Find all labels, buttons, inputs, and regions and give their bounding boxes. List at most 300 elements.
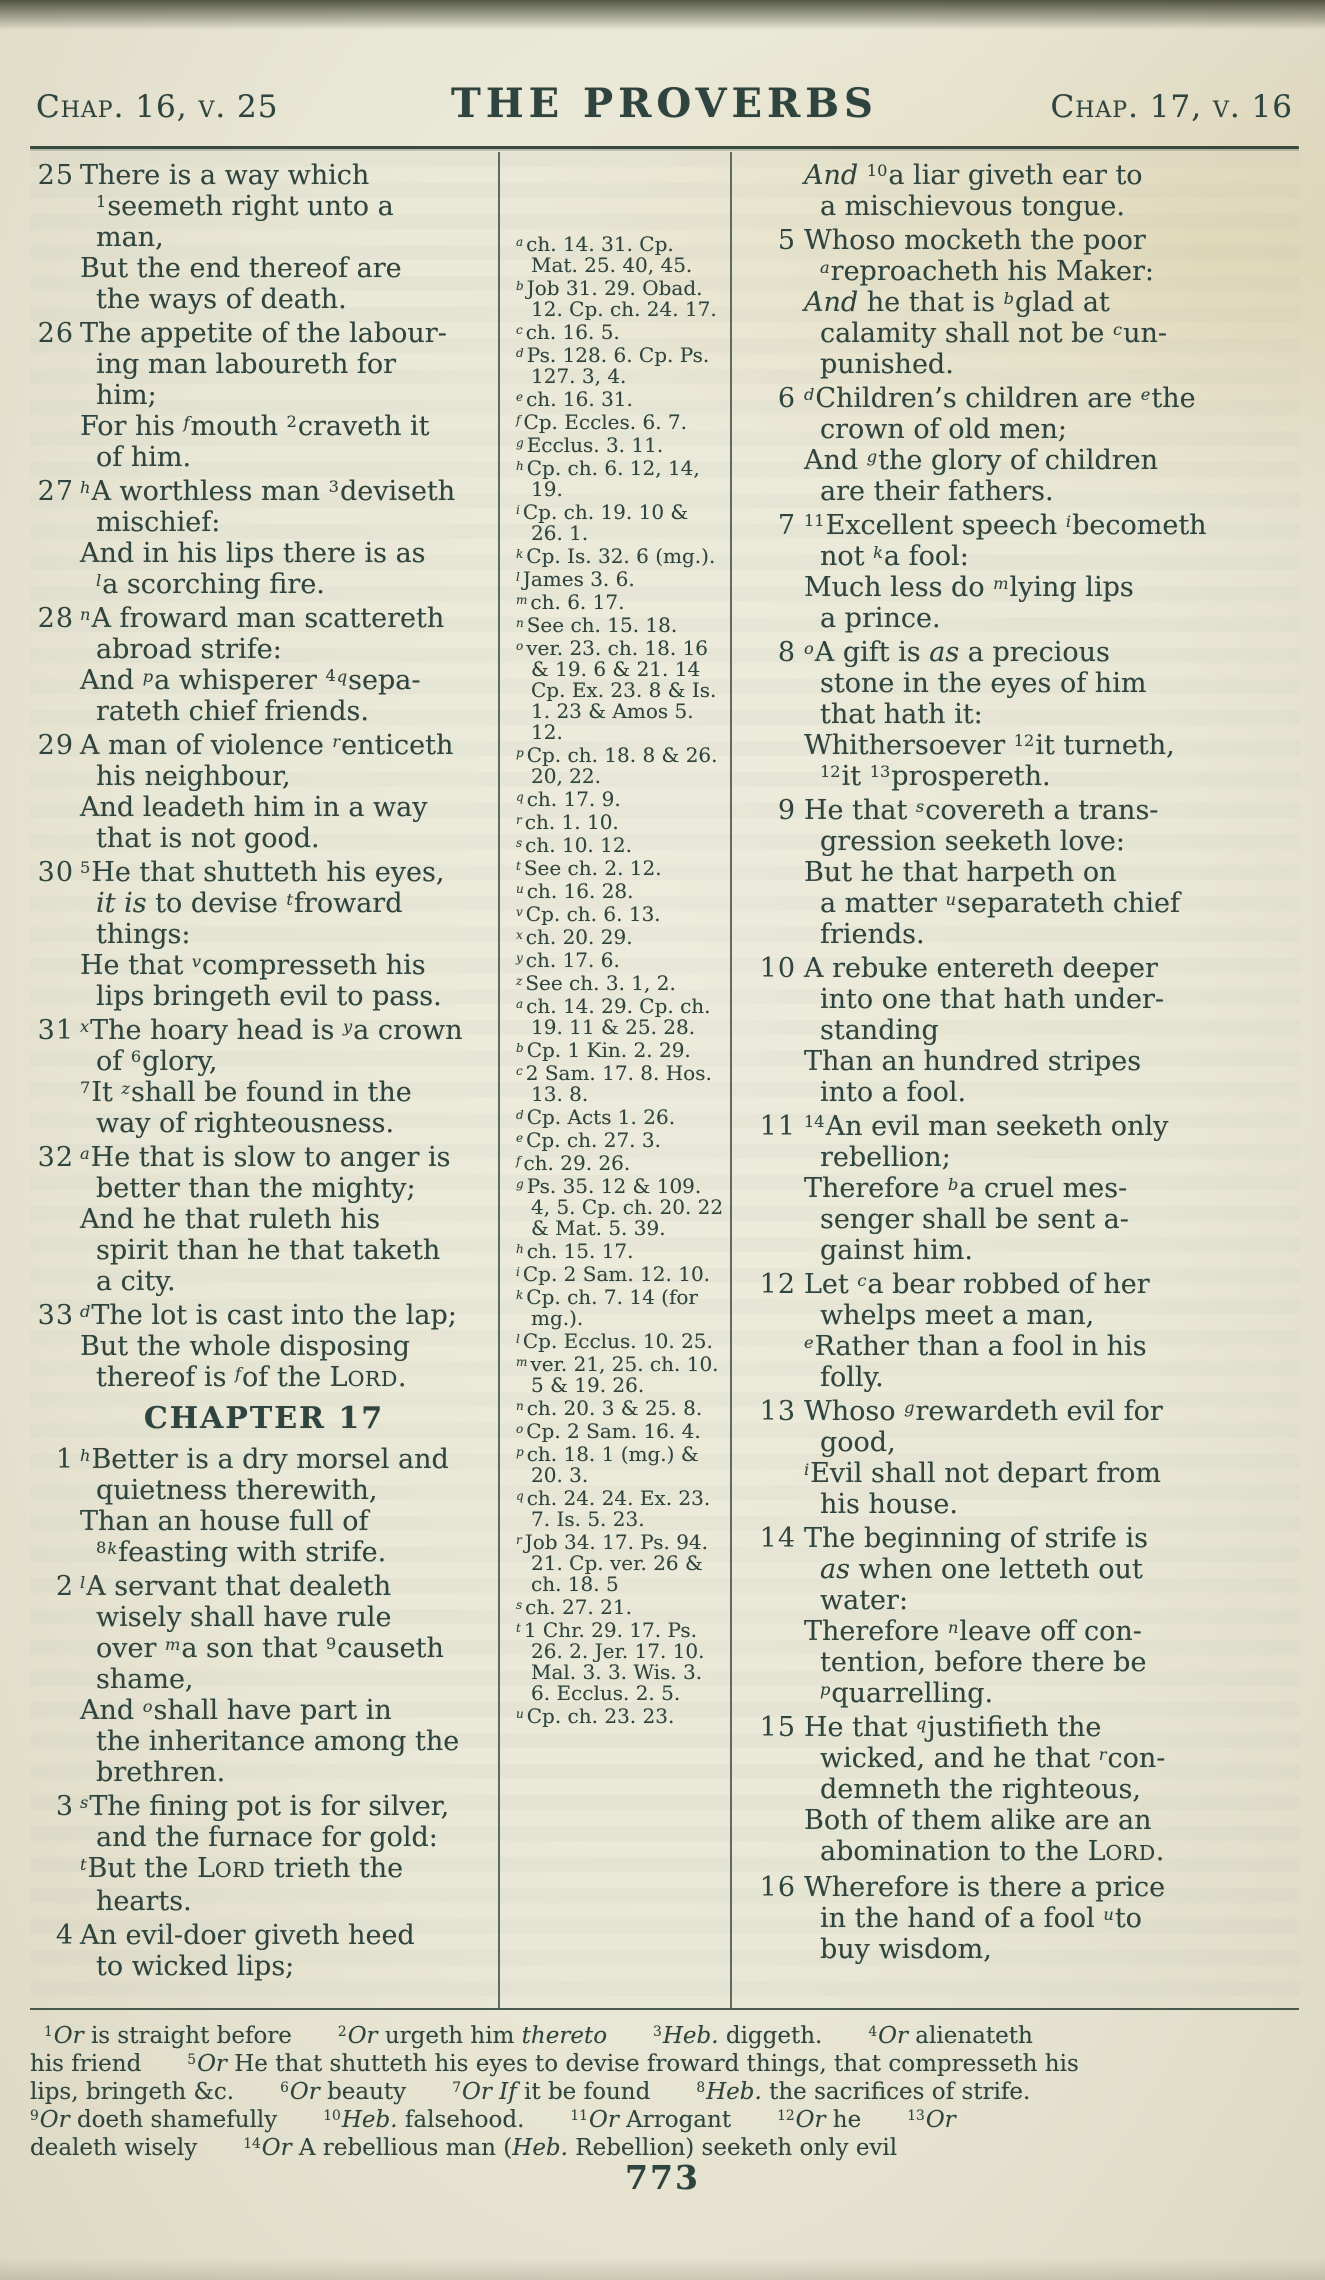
reference-entry: $^y$ ch. 17. 6.: [516, 948, 620, 972]
verse-line: And $^g$the glory of children: [804, 445, 1159, 476]
reference-entry: $^d$ Cp. Acts 1. 26.: [516, 1105, 676, 1129]
verse: [30, 1015, 498, 1139]
cross-reference-letter: i: [804, 1460, 810, 1480]
verse-line: And in his lips there is as: [80, 538, 426, 569]
italic-text: Heb.: [662, 2023, 719, 2049]
verse-line: $^t$But the LORD trieth the: [80, 1853, 404, 1884]
italic-text: Or: [289, 2079, 320, 2105]
cross-reference-letter: p: [142, 667, 154, 687]
verse-number: 2: [55, 1571, 74, 1602]
reference-letter: n: [516, 615, 524, 630]
verse: [746, 953, 1300, 1108]
reference-entry: $^m$ ver. 21, 25. ch. 10. 5 & 19. 26.: [516, 1352, 719, 1397]
verse-number: 14: [759, 1523, 796, 1554]
verse-line: $^{14}$An evil man seeketh only: [804, 1111, 1169, 1142]
verse-line: He that $^s$covereth a trans-: [804, 795, 1159, 826]
reference-entry: $^p$ Cp. ch. 18. 8 & 26. 20, 22.: [516, 743, 718, 788]
verse-line: spirit than he that taketh: [96, 1235, 441, 1266]
verse-number: 31: [37, 1015, 74, 1046]
verse-line: Whoso $^g$rewardeth evil for: [804, 1396, 1163, 1427]
verse: [30, 476, 498, 600]
reference-entry: $^v$ Cp. ch. 6. 13.: [516, 902, 661, 926]
italic-text: thereto: [521, 2023, 608, 2049]
verse: [30, 1300, 498, 1395]
italic-text: Or: [347, 2023, 378, 2049]
footnote-marker: 5: [187, 2052, 197, 2069]
cross-reference-letter: f: [235, 1364, 242, 1384]
reference-letter: p: [516, 745, 524, 760]
reference-entry: $^p$ ch. 18. 1 (mg.) & 20. 3.: [516, 1442, 699, 1487]
reference-entry: $^z$ See ch. 3. 1, 2.: [516, 971, 676, 995]
cross-reference-letter: s: [915, 797, 925, 817]
verse-number: 4: [55, 1920, 74, 1951]
verse: [746, 160, 1300, 222]
reference-letter: m: [516, 1354, 528, 1369]
cross-reference-letter: l: [96, 571, 102, 591]
verse-line: of him.: [96, 442, 192, 473]
verse-line: Whithersoever $^{12}$it turneth,: [804, 730, 1175, 761]
cross-reference-letter: u: [945, 890, 956, 910]
verse-number: 16: [759, 1872, 796, 1903]
verse-line: $^x$The hoary head is $^y$a crown: [80, 1015, 463, 1046]
footnote-marker: 8: [96, 1538, 107, 1558]
verse-line: shame,: [96, 1664, 194, 1695]
cross-reference-letter: d: [804, 385, 815, 405]
verse-line: The appetite of the labour-: [80, 318, 447, 349]
reference-entry: $^b$ Job 31. 29. Obad. 12. Cp. ch. 24. 17.: [516, 276, 717, 321]
cross-reference-letter: t: [286, 890, 293, 910]
header-chapter-right: Chap. 17, v. 16: [1050, 89, 1293, 125]
cross-reference-letter: g: [904, 1398, 915, 1418]
verse-line: friends.: [820, 919, 925, 950]
reference-entry: $^c$ 2 Sam. 17. 8. Hos. 13. 8.: [516, 1061, 712, 1106]
reference-letter: t: [516, 858, 521, 873]
verse: [30, 857, 498, 1012]
italic-text: as: [929, 637, 960, 668]
verse-line: For his $^f$mouth $^2$craveth it: [80, 411, 430, 442]
cross-reference-letter: m: [993, 574, 1009, 594]
divine-name-smallcaps: ORD: [214, 1858, 266, 1882]
verse-line: his neighbour,: [96, 761, 291, 792]
verse-line: way of righteousness.: [96, 1108, 395, 1139]
left-text-column: [30, 152, 498, 2008]
reference-entry: $^l$ Cp. Ecclus. 10. 25.: [516, 1329, 713, 1353]
footnote-marker: 14: [804, 1112, 825, 1132]
footnote-marker: 13: [907, 2108, 925, 2125]
reference-letter: h: [516, 1241, 524, 1256]
reference-entry: $^f$ Cp. Eccles. 6. 7.: [516, 410, 688, 434]
verse-line: quietness therewith,: [96, 1475, 378, 1506]
reference-entry: $^s$ ch. 27. 21.: [516, 1595, 632, 1619]
cross-reference-letter: u: [1103, 1905, 1114, 1925]
verse-line: to wicked lips;: [96, 1951, 295, 1982]
verse-line: man,: [96, 222, 164, 253]
divine-name: LORD: [329, 1362, 398, 1393]
italic-text: Or: [925, 2107, 956, 2133]
verse-line: But the whole disposing: [80, 1331, 410, 1362]
page-number: 773: [625, 2158, 700, 2197]
verse-line: lips bringeth evil to pass.: [96, 981, 442, 1012]
reference-entry: $^k$ Cp. Is. 32. 6 (mg.).: [516, 544, 716, 568]
text-columns: [30, 152, 1300, 2008]
reference-letter: g: [516, 435, 524, 450]
verse-line: A man of violence $^r$enticeth: [80, 730, 454, 761]
cross-reference-column: [500, 152, 730, 2008]
verse: [30, 603, 498, 727]
verse-line: the inheritance among the: [96, 1726, 460, 1757]
verse-line: There is a way which: [80, 160, 370, 191]
reference-letter: q: [516, 1488, 524, 1503]
verse-number: 6: [777, 383, 796, 414]
cross-reference-letter: i: [1065, 512, 1072, 532]
verse-line: hearts.: [96, 1886, 192, 1917]
verse-number: 29: [37, 730, 74, 761]
footnotes: [30, 2022, 1297, 2162]
footnote-marker: 12: [777, 2108, 795, 2125]
verse: [746, 1523, 1300, 1709]
reference-entry: $^n$ ch. 20. 3 & 25. 8.: [516, 1396, 703, 1420]
verse-number: 15: [759, 1712, 796, 1743]
reference-letter: c: [516, 322, 523, 337]
verse-line: brethren.: [96, 1757, 226, 1788]
verse-line: $^{11}$Excellent speech $^i$becometh: [804, 510, 1207, 541]
header-rule: [30, 146, 1299, 149]
cross-reference-letter: q: [915, 1714, 927, 1734]
cross-reference-letter: o: [804, 639, 814, 659]
verse-line: that hath it:: [820, 699, 983, 730]
reference-letter: c: [516, 1063, 523, 1078]
reference-letter: i: [516, 502, 520, 517]
verse-line: good,: [820, 1427, 896, 1458]
reference-letter: l: [516, 569, 520, 584]
verse-number: 9: [777, 795, 796, 826]
reference-entry: $^c$ ch. 16. 5.: [516, 320, 620, 344]
verse-line: gression seeketh love:: [820, 826, 1125, 857]
reference-letter: i: [516, 1264, 520, 1279]
footnote-marker: 8: [696, 2080, 706, 2097]
reference-letter: d: [516, 345, 524, 360]
right-text-column: [732, 152, 1300, 2008]
verse-line: wicked, and he that $^r$con-: [820, 1743, 1166, 1774]
cross-reference-letter: y: [343, 1017, 353, 1037]
cross-reference-letter: e: [804, 1333, 814, 1353]
verse: [30, 1791, 498, 1917]
verse: [30, 1444, 498, 1568]
verse-number: 3: [55, 1791, 74, 1822]
cross-reference-letter: k: [107, 1539, 118, 1559]
verse: [746, 510, 1300, 634]
verse: [746, 795, 1300, 950]
reference-entry: $^n$ See ch. 15. 18.: [516, 613, 678, 637]
verse-line: And $^o$shall have part in: [80, 1695, 392, 1726]
cross-reference-letter: f: [183, 413, 190, 433]
verse: [30, 318, 498, 473]
verse-line: $^{12}$it $^{13}$prospereth.: [820, 761, 1051, 792]
italic-text: And: [804, 287, 859, 318]
verse: [30, 1920, 498, 1982]
cross-reference-letter: c: [1113, 320, 1123, 340]
verse-line: Whoso mocketh the poor: [804, 225, 1146, 256]
footnote-marker: 2: [286, 412, 297, 432]
italic-text: Heb.: [512, 2135, 568, 2161]
verse-line: $^5$He that shutteth his eyes,: [80, 857, 445, 888]
verse-line: mischief:: [96, 507, 221, 538]
verse-line: $^h$A worthless man $^3$deviseth: [80, 476, 456, 507]
reference-letter: g: [516, 1176, 524, 1191]
verse-line: $^e$Rather than a fool in his: [804, 1331, 1147, 1362]
cross-reference-letter: q: [336, 667, 348, 687]
cross-reference-letter: g: [866, 447, 878, 467]
reference-entry: $^o$ Cp. 2 Sam. 16. 4.: [516, 1419, 701, 1443]
footnote-marker: 1: [44, 2024, 53, 2041]
reference-letter: d: [516, 1107, 524, 1122]
verse-number: 10: [759, 953, 796, 984]
italic-text: Or If: [461, 2079, 517, 2105]
verse-line: $^i$Evil shall not depart from: [804, 1458, 1162, 1489]
verse-line: $^o$A gift is as a precious: [804, 637, 1110, 668]
divine-name-smallcaps: ORD: [1105, 1841, 1156, 1865]
reference-entry: $^l$ James 3. 6.: [516, 567, 635, 591]
verse-number: 28: [37, 603, 74, 634]
reference-letter: a: [516, 996, 524, 1011]
reference-letter: b: [516, 278, 524, 293]
verse-number: 26: [37, 318, 74, 349]
verse-line: things:: [96, 919, 191, 950]
reference-letter: z: [516, 973, 523, 988]
verse-line: And $^p$a whisperer $^{4q}$sepa-: [80, 665, 421, 696]
verse-line: water:: [820, 1585, 909, 1616]
italic-text: Heb.: [706, 2079, 762, 2105]
reference-letter: u: [516, 881, 524, 896]
reference-letter: t: [516, 1620, 521, 1635]
verse: [30, 730, 498, 854]
footnote-marker: 11: [570, 2108, 588, 2125]
verse-line: $^d$Children’s children are $^e$the: [804, 383, 1196, 414]
reference-entry: $^e$ ch. 16. 31.: [516, 387, 633, 411]
verse-line: his house.: [820, 1489, 958, 1520]
footnote-marker: 11: [804, 511, 825, 531]
verse: [30, 1571, 498, 1788]
footnote-marker: 13: [869, 762, 891, 782]
reference-entry: $^s$ ch. 10. 12.: [516, 833, 632, 857]
cross-reference-letter: a: [820, 258, 830, 278]
cross-reference-letter: b: [1003, 289, 1014, 309]
reference-letter: n: [516, 1398, 524, 1413]
reference-entry: $^u$ Cp. ch. 23. 23.: [516, 1704, 675, 1728]
italic-text: Or: [197, 2051, 227, 2077]
footnote-marker: 3: [328, 477, 339, 497]
footnote-marker: 6: [280, 2080, 289, 2097]
verse: [746, 1712, 1300, 1869]
cross-reference-letter: d: [80, 1302, 91, 1322]
italic-text: Or: [53, 2023, 84, 2049]
reference-entry: $^q$ ch. 17. 9.: [516, 787, 621, 811]
verse-line: punished.: [820, 349, 954, 380]
reference-letter: o: [516, 1421, 524, 1436]
verse: [746, 1269, 1300, 1393]
verse-line: rebellion;: [820, 1142, 951, 1173]
cross-reference-letter: b: [947, 1175, 959, 1195]
verse: [30, 160, 498, 315]
footnote-marker: 6: [130, 1047, 142, 1067]
footnote-marker: 12: [820, 762, 841, 782]
reference-entry: $^r$ Job 34. 17. Ps. 94. 21. Cp. ver. 26 & ch. 18. 5: [516, 1530, 709, 1596]
reference-letter: k: [516, 546, 524, 561]
reference-letter: k: [516, 1287, 524, 1302]
verse-line: into one that hath under-: [820, 984, 1165, 1015]
verse-line: it is to devise $^t$froward: [96, 888, 403, 919]
reference-entry: $^h$ ch. 15. 17.: [516, 1239, 634, 1263]
chapter-heading: CHAPTER 17: [143, 1401, 385, 1436]
verse-number: 25: [37, 160, 74, 191]
footnote-line: lips, bringeth &c. $^6$Or beauty $^7$Or If it be found $^8$Heb. the sacrifices of strife.: [30, 2079, 1031, 2105]
reference-entry: $^t$ See ch. 2. 12.: [516, 856, 662, 880]
reference-entry: $^g$ Ecclus. 3. 11.: [516, 433, 664, 457]
italic-text: Or: [878, 2023, 908, 2049]
italic-text: it is: [96, 888, 147, 919]
italic-text: Or: [795, 2107, 826, 2133]
footnote-marker: 9: [30, 2108, 39, 2125]
verse-line: whelps meet a man,: [820, 1300, 1095, 1331]
cross-reference-letter: s: [80, 1793, 89, 1813]
footnote-marker: 10: [866, 161, 888, 181]
reference-letter: s: [516, 1597, 523, 1612]
reference-entry: $^m$ ch. 6. 17.: [516, 590, 625, 614]
verse-line: calamity shall not be $^c$un-: [820, 318, 1167, 349]
verse-line: Let $^c$a bear robbed of her: [804, 1269, 1150, 1300]
reference-entry: $^a$ ch. 14. 29. Cp. ch. 19. 11 & 25. 28.: [516, 994, 711, 1039]
reference-letter: f: [516, 412, 521, 427]
verse-line: better than the mighty;: [96, 1173, 416, 1204]
reference-letter: r: [516, 1532, 522, 1547]
verse-line: He that $^q$justifieth the: [804, 1712, 1102, 1743]
verse-line: are their fathers.: [820, 476, 1054, 507]
reference-letter: h: [516, 458, 524, 473]
cross-reference-letter: c: [857, 1271, 867, 1291]
verse-line: a city.: [96, 1266, 176, 1297]
reference-entry: $^h$ Cp. ch. 6. 12, 14, 19.: [516, 456, 700, 501]
verse-line: Than an house full of: [80, 1506, 369, 1537]
verse: [746, 1872, 1300, 1965]
reference-entry: $^r$ ch. 1. 10.: [516, 810, 619, 834]
verse-line: An evil-doer giveth heed: [80, 1920, 415, 1951]
reference-entry: $^x$ ch. 20. 29.: [516, 925, 633, 949]
reference-entry: $^d$ Ps. 128. 6. Cp. Ps. 127. 3, 4.: [516, 343, 710, 388]
cross-reference-letter: e: [1140, 385, 1151, 405]
verse-line: that is not good.: [96, 823, 320, 854]
verse: [746, 1396, 1300, 1520]
verse-line: But he that harpeth on: [804, 857, 1117, 888]
verse-number: 32: [37, 1142, 74, 1173]
cross-reference-letter: a: [80, 1144, 90, 1164]
verse-line: a matter $^u$separateth chief: [820, 888, 1180, 919]
verse-line: $^n$A froward man scattereth: [80, 603, 445, 634]
verse-line: A rebuke entereth deeper: [804, 953, 1158, 984]
verse-number: 8: [777, 637, 796, 668]
verse-line: tention, before there be: [820, 1647, 1147, 1678]
verse-line: wisely shall have rule: [96, 1602, 392, 1633]
italic-text: as: [820, 1554, 850, 1585]
verse-line: $^a$reproacheth his Maker:: [820, 256, 1154, 287]
cross-reference-letter: r: [1098, 1745, 1107, 1765]
verse-line: and the furnace for gold:: [96, 1822, 438, 1853]
verse-line: $^a$He that is slow to anger is: [80, 1142, 451, 1173]
verse-line: $^h$Better is a dry morsel and: [80, 1444, 449, 1475]
verse-line: abroad strife:: [96, 634, 282, 665]
verse-number: 27: [37, 476, 74, 507]
reference-entry: $^f$ ch. 29. 26.: [516, 1151, 631, 1175]
verse-number: 7: [777, 510, 796, 541]
reference-entry: $^u$ ch. 16. 28.: [516, 879, 634, 903]
reference-entry: $^i$ Cp. 2 Sam. 12. 10.: [516, 1262, 711, 1286]
footnote-marker: 2: [337, 2024, 347, 2041]
verse-line: gainst him.: [820, 1235, 973, 1266]
reference-letter: r: [516, 812, 522, 827]
verse-line: over $^m$a son that $^9$causeth: [96, 1633, 444, 1664]
reference-letter: q: [516, 789, 524, 804]
verse-line: $^1$seemeth right unto a: [96, 191, 394, 222]
verse: [746, 637, 1300, 792]
reference-entry: $^i$ Cp. ch. 19. 10 & 26. 1.: [516, 500, 689, 545]
verse-line: as when one letteth out: [820, 1554, 1143, 1585]
reference-letter: e: [516, 389, 524, 404]
cross-reference-letter: k: [873, 543, 883, 563]
cross-reference-letter: h: [80, 1446, 91, 1466]
verse-line: demneth the righteous,: [820, 1774, 1141, 1805]
footnote-line: dealeth wisely $^{14}$Or A rebellious man (Heb. Rebellion) seeketh only evil: [30, 2135, 898, 2161]
verse-line: But the end thereof are: [80, 253, 402, 284]
italic-text: Or: [261, 2135, 292, 2161]
footnote-marker: 1: [96, 192, 107, 212]
reference-entry: $^g$ Ps. 35. 12 & 109. 4, 5. Cp. ch. 20. 22 & Mat. 5. 39.: [516, 1174, 724, 1240]
footnote-marker: 7: [80, 1078, 91, 1098]
verse-line: thereof is $^f$of the LORD.: [96, 1362, 407, 1393]
cross-reference-letter: v: [191, 952, 202, 972]
verse-line: $^d$The lot is cast into the lap;: [80, 1300, 457, 1331]
verse-number: 13: [759, 1396, 796, 1427]
verse-line: $^l$A servant that dealeth: [80, 1571, 392, 1602]
verse-line: And $^{10}$a liar giveth ear to: [804, 160, 1143, 191]
footnote-marker: 7: [452, 2080, 461, 2097]
verse-line: him;: [96, 380, 157, 411]
verse-line: crown of old men;: [820, 414, 1068, 445]
verse-line: Both of them alike are an: [804, 1805, 1152, 1836]
reference-letter: s: [516, 835, 523, 850]
cross-reference-letter: o: [142, 1697, 153, 1717]
footnote-marker: 9: [325, 1634, 337, 1654]
reference-letter: o: [516, 638, 524, 653]
reference-entry: $^t$ 1 Chr. 29. 17. Ps. 26. 2. Jer. 17. 10. Mal. 3. 3. Wis. 3. 6. Ecclus. 2. 5.: [516, 1618, 705, 1705]
reference-letter: f: [516, 1153, 521, 1168]
verse-number: 11: [759, 1111, 796, 1142]
reference-letter: a: [516, 234, 524, 249]
verse-line: $^p$quarrelling.: [820, 1678, 994, 1709]
verse-line: the ways of death.: [96, 284, 347, 315]
verse-line: stone in the eyes of him: [820, 668, 1147, 699]
verse-line: And he that is $^b$glad at: [804, 287, 1110, 318]
column-rule-left: [498, 152, 500, 2008]
footnote-rule: [30, 2008, 1299, 2010]
verse: [746, 225, 1300, 380]
footnote-marker: 4: [868, 2024, 878, 2041]
verse-line: not $^k$a fool:: [820, 541, 969, 572]
footnote-marker: 12: [1013, 731, 1035, 751]
verse-line: ing man laboureth for: [96, 349, 397, 380]
verse-line: into a fool.: [820, 1077, 967, 1108]
cross-reference-letter: r: [332, 732, 341, 752]
verse-line: rateth chief friends.: [96, 696, 369, 727]
footnote-marker: 3: [653, 2024, 662, 2041]
